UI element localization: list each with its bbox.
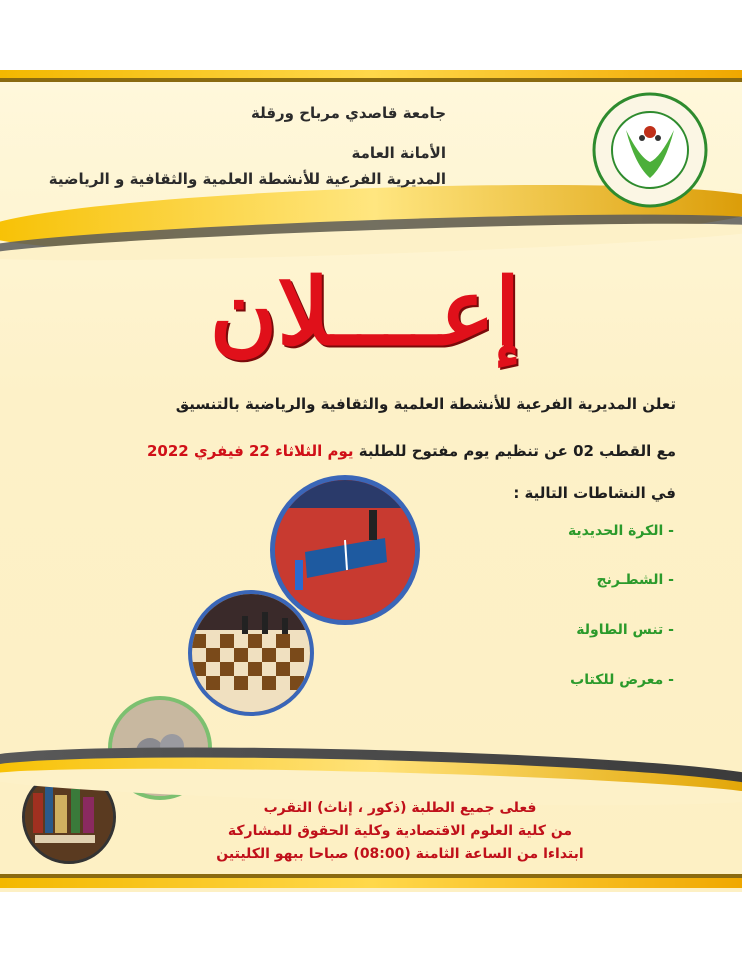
announcement-title: إعــــلان	[209, 258, 521, 366]
chess-photo	[188, 590, 314, 716]
top-dark-band	[0, 78, 742, 82]
university-logo	[590, 90, 710, 210]
university-name: جامعة قاصدي مرباح ورقلة	[250, 104, 446, 122]
directorate: المديرية الفرعية للأنشطة العلمية والثقافية و الرياضية	[48, 170, 446, 188]
announcement-line-1: تعلن المديرية الفرعية للأنشطة العلمية والثقافية والرياضية بالتنسيق	[175, 395, 676, 413]
poster	[0, 70, 742, 892]
activity-petanque: - الكرة الحديدية	[567, 523, 674, 539]
footer-line-1: فعلى جميع الطلبة (ذكور ، إناث) التقرب	[263, 800, 537, 816]
activity-chess: - الشطـرنج	[596, 572, 674, 588]
event-date: يوم الثلاثاء 22 فيفري 2022	[146, 442, 354, 460]
top-gold-band	[0, 70, 742, 78]
announcement-line-2	[116, 442, 676, 460]
bottom-gold-band	[0, 878, 742, 888]
secretariat: الأمانة العامة	[351, 144, 446, 162]
activity-book-fair: - معرض للكتاب	[570, 672, 674, 688]
footer-line-3: ابتداءا من الساعة الثامنة (08:00) صباحا ببهو الكليتين	[216, 846, 584, 862]
announcement-intro: مع القطب 02 عن تنظيم يوم مفتوح للطلبة	[358, 442, 676, 460]
table-tennis-photo	[270, 475, 420, 625]
activity-table-tennis: - تنس الطاولة	[576, 622, 674, 638]
activities-heading: في النشاطات التالية :	[513, 484, 676, 502]
footer-line-2: من كلية العلوم الاقتصادية وكلية الحقوق للمشاركة	[227, 823, 573, 839]
